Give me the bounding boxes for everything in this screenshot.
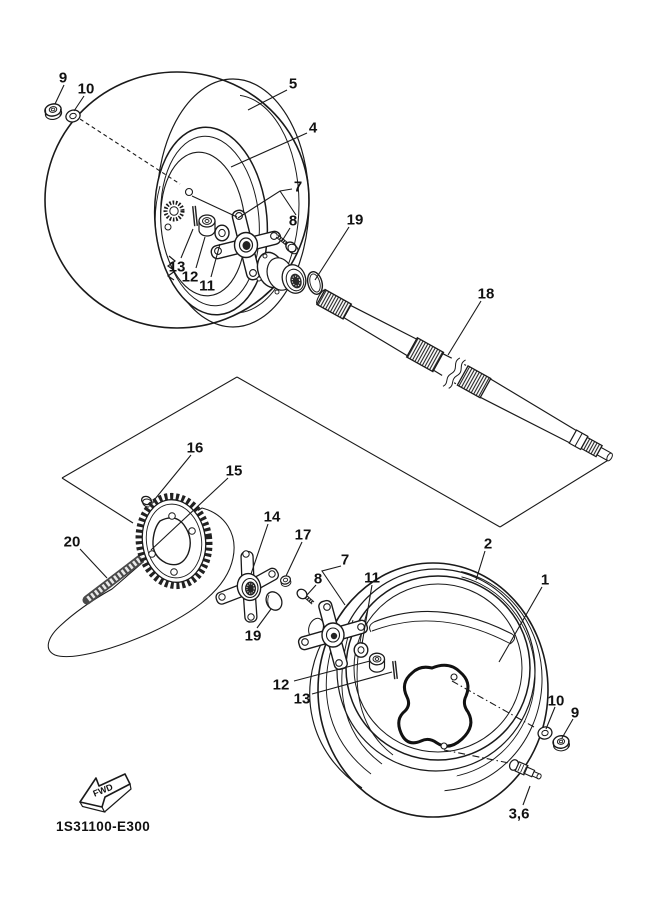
callout-11-bottom: 11 bbox=[364, 569, 380, 587]
callout-10-top: 10 bbox=[77, 80, 95, 98]
nut-9-top bbox=[44, 102, 63, 120]
callout-9-bottom: 9 bbox=[570, 704, 580, 722]
callout-16: 16 bbox=[186, 439, 204, 457]
fwd-label: FWD bbox=[91, 781, 115, 799]
leader-line-solid bbox=[286, 542, 302, 576]
part-number: 1S31100-E300 bbox=[56, 819, 151, 834]
callout-8-top: 8 bbox=[288, 212, 298, 230]
nut-12-bottom bbox=[370, 653, 385, 672]
callout-8-bottom: 8 bbox=[313, 570, 323, 588]
callout-12-top: 12 bbox=[181, 268, 199, 286]
rear-wheel-assembly-bottom bbox=[310, 562, 550, 817]
callout-14: 14 bbox=[263, 508, 281, 526]
leader-line-solid bbox=[546, 707, 555, 729]
leader-line-solid bbox=[55, 85, 64, 104]
sprocket-hub-14 bbox=[215, 551, 281, 623]
leader-line-solid bbox=[322, 566, 345, 605]
callout-7-bottom: 7 bbox=[340, 551, 350, 569]
callout-13-bottom: 13 bbox=[293, 690, 311, 708]
callout-4: 4 bbox=[308, 119, 318, 137]
rear-axle-18 bbox=[310, 283, 619, 475]
callout-7-top: 7 bbox=[293, 178, 303, 196]
leader-line-solid bbox=[315, 227, 349, 280]
leader-line-solid bbox=[80, 549, 107, 578]
drive-chain-20 bbox=[87, 551, 151, 600]
leader-line-solid bbox=[251, 524, 268, 574]
leader-line-solid bbox=[562, 719, 573, 738]
leader-line-solid bbox=[155, 455, 191, 499]
stud-hole-upper bbox=[451, 674, 457, 680]
callout-17: 17 bbox=[294, 526, 312, 544]
leader-line-solid bbox=[257, 609, 271, 628]
leader-line-solid bbox=[74, 96, 84, 111]
cap-19-bottom bbox=[263, 589, 285, 613]
callout-5: 5 bbox=[288, 75, 298, 93]
callout-18: 18 bbox=[477, 285, 495, 303]
callout-11-top: 11 bbox=[199, 277, 215, 295]
callout-10-bottom: 10 bbox=[547, 692, 565, 710]
leader-line-solid bbox=[523, 786, 530, 805]
rim-lug-center bbox=[399, 665, 471, 746]
leader-line-solid bbox=[448, 301, 481, 355]
callout-20: 20 bbox=[63, 533, 81, 551]
washer-11-bottom bbox=[354, 643, 368, 657]
callout-19-bottom: 19 bbox=[244, 627, 262, 645]
callout-19-top: 19 bbox=[346, 211, 364, 229]
nut-9-bottom bbox=[552, 735, 570, 752]
fwd-arrow bbox=[80, 774, 131, 812]
nut-12-top bbox=[199, 215, 215, 236]
rear-wheel-assembly-top bbox=[45, 72, 309, 328]
callout-3-6: 3,6 bbox=[508, 805, 530, 823]
callout-1: 1 bbox=[540, 571, 550, 589]
pin-13-bottom bbox=[394, 661, 396, 679]
washer-11-top bbox=[215, 225, 229, 241]
callout-13-top: 13 bbox=[168, 258, 186, 276]
callout-12-bottom: 12 bbox=[272, 676, 290, 694]
pin-13-top bbox=[194, 206, 196, 226]
bolt-8-bottom bbox=[295, 587, 313, 603]
callout-15: 15 bbox=[225, 462, 243, 480]
nut-17 bbox=[280, 575, 292, 588]
callout-9-top: 9 bbox=[58, 69, 68, 87]
stud-hole-lower bbox=[441, 743, 447, 749]
callout-2: 2 bbox=[483, 535, 493, 553]
